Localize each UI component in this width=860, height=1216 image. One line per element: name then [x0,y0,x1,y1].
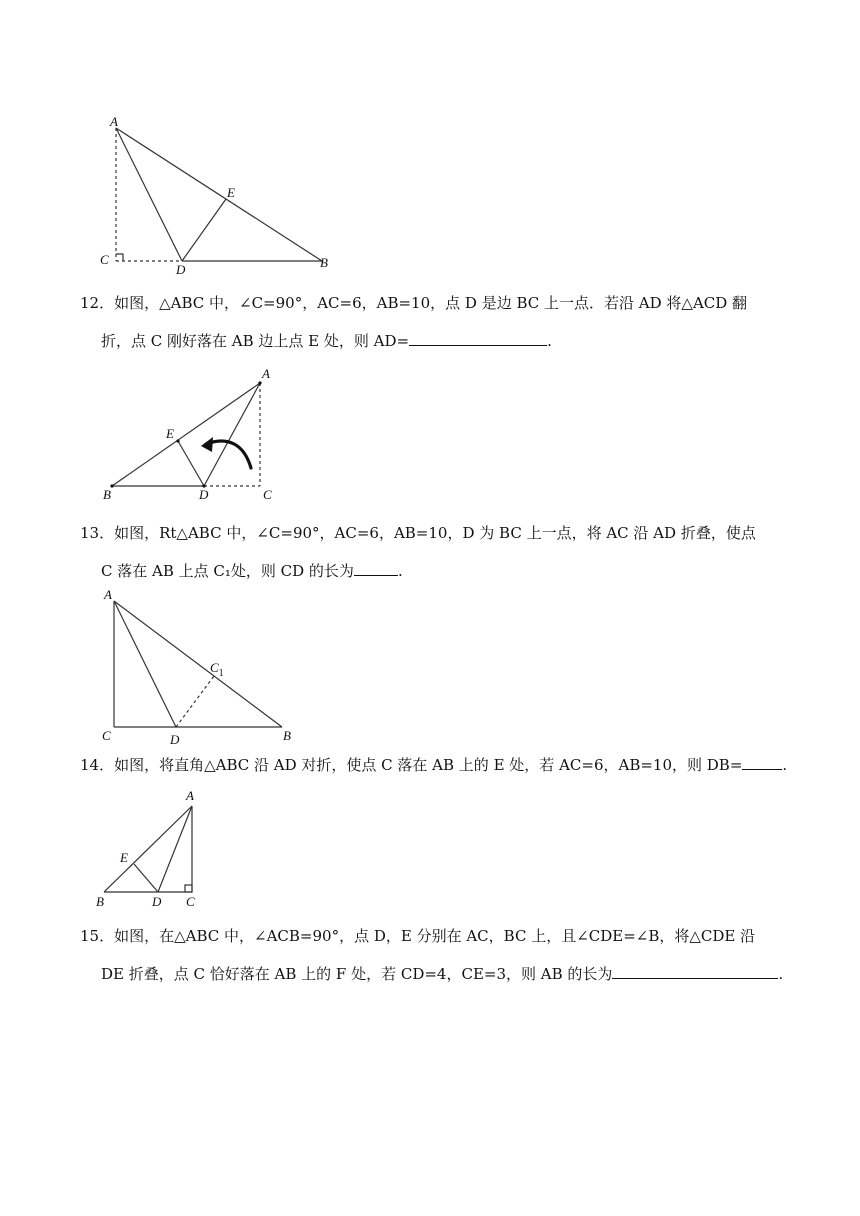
fig12-label-e: E [166,426,174,441]
q15-text-line2: DE 折叠，点 C 恰好落在 AB 上的 F 处，若 CD=4，CE=3，则 AB 的长为 [101,965,613,983]
fig13-label-c1-main: C [210,660,219,675]
q14-text-line1: 如图，将直角△ABC 沿 AD 对折，使点 C 落在 AB 上的 E 处，若 AC=6，AB=10，则 DB= [114,756,743,774]
fig14-label-a: A [186,788,194,803]
fig14-label-e: E [120,850,128,865]
fig14-line-ed [134,864,158,892]
fig11-label-e: E [227,185,235,200]
fig14-label-b: B [96,894,104,909]
q12-end: . [547,332,552,350]
fig14-label-d: D [152,894,162,909]
fig13-label-d: D [170,732,180,747]
q13-number: 13． [80,524,115,542]
q12-text-line1: 如图，△ABC 中，∠C=90°，AC=6，AB=10，点 D 是边 BC 上一点．若沿 AD 将△ACD 翻 [114,294,748,312]
fig11-label-d: D [176,262,186,277]
fig13-label-c: C [102,728,111,743]
fig14-right-angle-mark [185,885,192,892]
q15-number: 15． [80,927,115,945]
q15-text-line1: 如图，在△ABC 中，∠ACB=90°，点 D，E 分别在 AC，BC 上，且∠CDE=∠B，将△CDE 沿 [114,927,756,945]
q12-text-line2: 折，点 C 刚好落在 AB 边上点 E 处，则 AD= [101,332,410,350]
fig13-label-a: A [104,587,112,602]
q15-end: . [778,965,784,983]
q14-end: . [782,756,788,774]
fig12-label-b: B [103,487,111,502]
fig11-label-b: B [320,255,328,270]
q13-text-line2: C 落在 AB 上点 C₁处，则 CD 的长为 [101,562,354,580]
fig14-line-ad [158,806,192,892]
q13-end: . [397,562,403,580]
fig13-label-c1-sub: 1 [218,668,224,679]
question-15 [80,917,790,993]
fig13-label-b: B [283,728,291,743]
fig14-label-c: C [186,894,195,909]
fig12-label-d: D [199,487,209,502]
fig12-label-a: A [262,366,270,381]
fig11-label-c: C [100,252,109,267]
q15-answer-blank[interactable] [612,962,778,979]
q12-number: 12． [80,294,115,312]
q13-text-line1: 如图，Rt△ABC 中，∠C=90°，AC=6，AB=10，D 为 BC 上一点，将 AC 沿 AD 折叠，使点 [114,524,756,542]
fig11-label-a: A [110,114,118,129]
fig14-line-ba [104,806,192,892]
q14-number: 14． [80,756,115,774]
fig12-label-c: C [263,487,272,502]
